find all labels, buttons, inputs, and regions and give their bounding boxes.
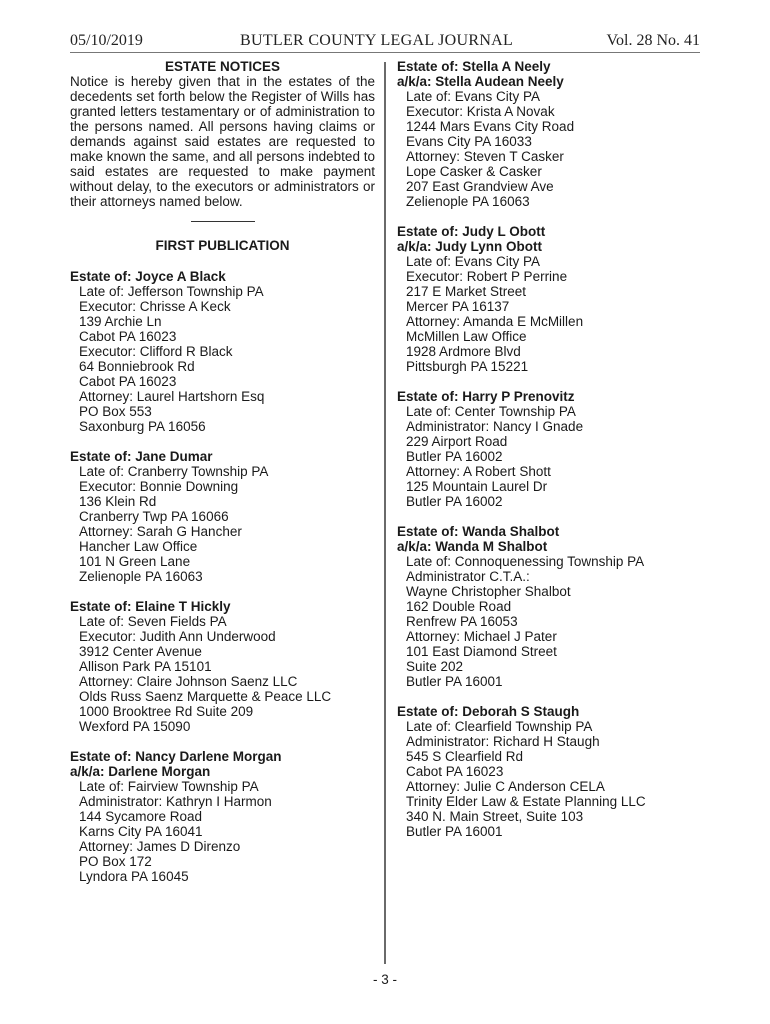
estate-detail-line: Executor: Clifford R Black [79, 344, 233, 359]
estate-detail-line: Cabot PA 16023 [79, 374, 177, 389]
estate-detail-line: 139 Archie Ln [79, 314, 162, 329]
left-column [70, 59, 375, 884]
estate-aka: a/k/a: Judy Lynn Obott [397, 239, 543, 254]
estate-detail-line: 101 N Green Lane [79, 554, 191, 569]
estate-detail-line: Late of: Cranberry Township PA [79, 464, 269, 479]
estate-aka: a/k/a: Wanda M Shalbot [397, 539, 548, 554]
estate-entry [70, 749, 375, 884]
estate-detail-line: PO Box 172 [79, 854, 152, 869]
estate-name: Estate of: Joyce A Black [70, 269, 226, 284]
estate-detail-line: Attorney: Steven T Casker [406, 149, 564, 164]
estate-detail-line: Late of: Center Township PA [406, 404, 576, 419]
page-header [70, 32, 700, 53]
volume-number: Vol. 28 No. 41 [606, 32, 700, 49]
estate-detail-line: Executor: Bonnie Downing [79, 479, 239, 494]
estate-detail-line: Hancher Law Office [79, 539, 198, 554]
estate-detail-line: Attorney: James D Direnzo [79, 839, 241, 854]
estate-detail-line: Late of: Seven Fields PA [79, 614, 227, 629]
right-estate-list [397, 59, 697, 839]
estate-detail-line: 217 E Market Street [406, 284, 527, 299]
estate-detail-line: Butler PA 16002 [406, 449, 503, 464]
estate-detail-line: Administrator: Richard H Staugh [406, 734, 600, 749]
column-divider [384, 62, 386, 964]
estate-detail-line: Executor: Robert P Perrine [406, 269, 568, 284]
estate-name: Estate of: Nancy Darlene Morgan [70, 749, 282, 764]
estate-detail-line: Lyndora PA 16045 [79, 869, 189, 884]
estate-name: Estate of: Wanda Shalbot [397, 524, 560, 539]
estate-name: Estate of: Deborah S Staugh [397, 704, 580, 719]
estate-name: Estate of: Harry P Prenovitz [397, 389, 575, 404]
estate-detail-line: Butler PA 16001 [406, 824, 503, 839]
estate-detail-line: Administrator: Nancy I Gnade [406, 419, 584, 434]
estate-detail-line: McMillen Law Office [406, 329, 527, 344]
right-column [397, 59, 697, 839]
separator-rule [70, 213, 375, 228]
estate-detail-line: Late of: Evans City PA [406, 254, 541, 269]
estate-entry [70, 269, 375, 434]
page-number: - 3 - [372, 972, 397, 987]
estate-name: Estate of: Elaine T Hickly [70, 599, 231, 614]
estate-detail-line: Cabot PA 16023 [79, 329, 177, 344]
estate-detail-line: Suite 202 [406, 659, 464, 674]
estate-detail-line: 545 S Clearfield Rd [406, 749, 524, 764]
estate-detail-line: Wayne Christopher Shalbot [406, 584, 571, 599]
estate-detail-line: Wexford PA 15090 [79, 719, 191, 734]
estate-detail-line: 1928 Ardmore Blvd [406, 344, 521, 359]
estate-entry [397, 224, 697, 374]
estate-detail-line: PO Box 553 [79, 404, 152, 419]
estate-detail-line: 125 Mountain Laurel Dr [406, 479, 548, 494]
estate-detail-line: 136 Klein Rd [79, 494, 157, 509]
publication-label: FIRST PUBLICATION [155, 238, 290, 253]
estate-detail-line: Renfrew PA 16053 [406, 614, 518, 629]
estate-detail-line: Late of: Fairview Township PA [79, 779, 259, 794]
estate-aka: a/k/a: Darlene Morgan [70, 764, 211, 779]
section-title: ESTATE NOTICES [164, 59, 280, 74]
estate-detail-line: Trinity Elder Law & Estate Planning LLC [406, 794, 646, 809]
estate-entry [397, 389, 697, 509]
estate-detail-line: Attorney: Laurel Hartshorn Esq [79, 389, 265, 404]
estate-detail-line: Zelienople PA 16063 [406, 194, 530, 209]
estate-detail-line: Lope Casker & Casker [406, 164, 542, 179]
estate-detail-line: 1244 Mars Evans City Road [406, 119, 575, 134]
estate-detail-line: 101 East Diamond Street [406, 644, 557, 659]
estate-detail-line: 3912 Center Avenue [79, 644, 202, 659]
publication-title: BUTLER COUNTY LEGAL JOURNAL [240, 32, 514, 49]
estate-detail-line: 144 Sycamore Road [79, 809, 203, 824]
estate-detail-line: Saxonburg PA 16056 [79, 419, 206, 434]
estate-detail-line: Late of: Jefferson Township PA [79, 284, 264, 299]
estate-entry [70, 599, 375, 734]
estate-detail-line: Cabot PA 16023 [406, 764, 504, 779]
estate-name: Estate of: Jane Dumar [70, 449, 213, 464]
estate-detail-line: Mercer PA 16137 [406, 299, 510, 314]
estate-detail-line: 162 Double Road [406, 599, 512, 614]
estate-detail-line: Allison Park PA 15101 [79, 659, 212, 674]
estate-entry [70, 449, 375, 584]
estate-aka: a/k/a: Stella Audean Neely [397, 74, 564, 89]
estate-detail-line: 64 Bonniebrook Rd [79, 359, 195, 374]
estate-detail-line: 1000 Brooktree Rd Suite 209 [79, 704, 254, 719]
estate-entry [397, 524, 697, 689]
estate-detail-line: Attorney: Sarah G Hancher [79, 524, 242, 539]
estate-detail-line: Karns City PA 16041 [79, 824, 203, 839]
estate-detail-line: Late of: Clearfield Township PA [406, 719, 593, 734]
estate-name: Estate of: Judy L Obott [397, 224, 546, 239]
notice-intro: Notice is hereby given that in the estates of the decedents set forth below the Register of Wills has granted letters testamentary or of administration to the persons named. All persons having claims or demands against said estates are requested to make known the same, and all persons indebted to said estates are requested to make payment without delay, to the executors or administrators or their attorneys named below. [70, 74, 375, 209]
estate-detail-line: Evans City PA 16033 [406, 134, 532, 149]
estate-detail-line: Zelienople PA 16063 [79, 569, 203, 584]
estate-detail-line: Cranberry Twp PA 16066 [79, 509, 229, 524]
estate-detail-line: Executor: Chrisse A Keck [79, 299, 231, 314]
estate-detail-line: Late of: Connoquenessing Township PA [406, 554, 645, 569]
left-estate-list [70, 269, 375, 884]
issue-date: 05/10/2019 [70, 32, 143, 49]
estate-entry [397, 704, 697, 839]
estate-detail-line: Attorney: A Robert Shott [406, 464, 551, 479]
estate-detail-line: Executor: Judith Ann Underwood [79, 629, 276, 644]
estate-detail-line: Butler PA 16002 [406, 494, 503, 509]
estate-detail-line: Administrator C.T.A.: [406, 569, 530, 584]
estate-detail-line: Attorney: Michael J Pater [406, 629, 557, 644]
estate-entry [397, 59, 697, 209]
estate-detail-line: Attorney: Amanda E McMillen [406, 314, 584, 329]
estate-detail-line: Executor: Krista A Novak [406, 104, 555, 119]
estate-detail-line: 229 Airport Road [406, 434, 508, 449]
estate-detail-line: Administrator: Kathryn I Harmon [79, 794, 272, 809]
estate-detail-line: Attorney: Claire Johnson Saenz LLC [79, 674, 298, 689]
estate-detail-line: Pittsburgh PA 15221 [406, 359, 529, 374]
estate-detail-line: 340 N. Main Street, Suite 103 [406, 809, 584, 824]
estate-detail-line: Butler PA 16001 [406, 674, 503, 689]
estate-detail-line: Late of: Evans City PA [406, 89, 541, 104]
estate-detail-line: Attorney: Julie C Anderson CELA [406, 779, 605, 794]
estate-name: Estate of: Stella A Neely [397, 59, 551, 74]
estate-detail-line: 207 East Grandview Ave [406, 179, 554, 194]
estate-detail-line: Olds Russ Saenz Marquette & Peace LLC [79, 689, 332, 704]
